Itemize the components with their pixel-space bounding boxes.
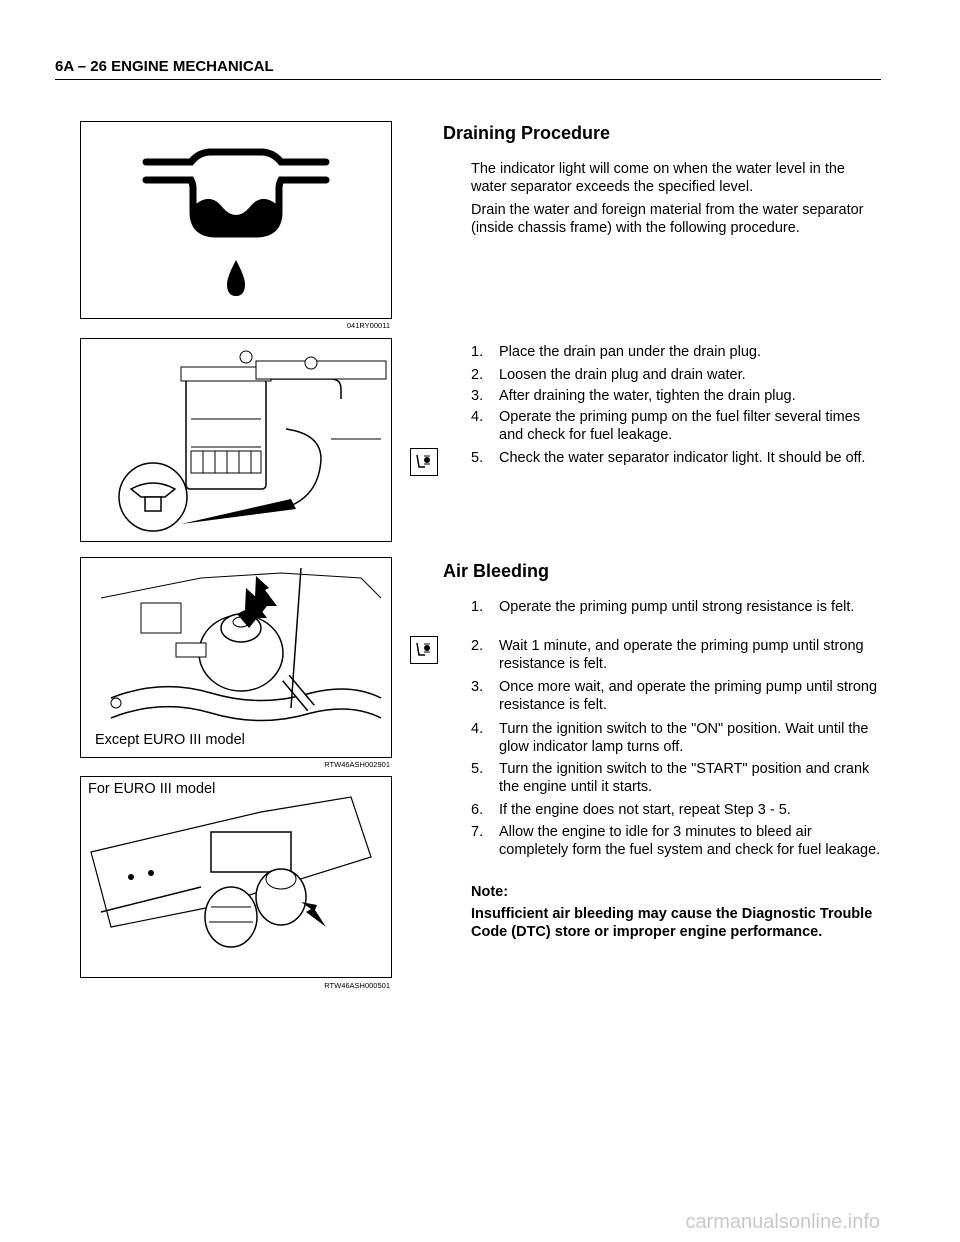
figure-code: RTW46ASH002901 [324,760,390,769]
drain-plug-drawing [81,339,391,541]
draining-paragraph-1: The indicator light will come on when the water level in the water separator exceeds the specified level. [471,161,845,195]
step-text: If the engine does not start, repeat Step 3 - 5. [499,802,791,818]
step-text: Place the drain pan under the drain plug. [499,344,761,360]
step-number: 5. [471,450,484,466]
step-number: 1. [471,344,484,360]
step-number: 6. [471,802,484,818]
euro3-filter-drawing [81,777,391,977]
step-number: 4. [471,721,484,737]
step-text: Loosen the drain plug and drain water. [499,367,746,383]
note-text: Insufficient air bleeding may cause the Diagnostic Trouble Code (DTC) store or improper engine performance. [471,906,873,940]
step-text: Turn the ignition switch to the "START" position and crank the engine until it starts. [499,761,870,795]
draining-paragraph-2: Drain the water and foreign material from the water separator (inside chassis frame) with the following procedure. [471,202,864,236]
step-text: Operate the priming pump until strong resistance is felt. [499,599,855,615]
figure-code: RTW46ASH000501 [324,981,390,990]
step-number: 4. [471,409,484,425]
step-text: Turn the ignition switch to the "ON" position. Wait until the glow indicator lamp turns off. [499,721,869,755]
section-title-draining: Draining Procedure [443,123,611,143]
step-number: 2. [471,367,484,383]
watermark: carmanualsonline.info [685,1211,880,1233]
figure-drain-plug [80,338,392,542]
step-number: 1. [471,599,484,615]
step-text: Allow the engine to idle for 3 minutes to bleed air completely form the fuel system and check for fuel leakage. [499,824,881,858]
step-number: 7. [471,824,484,840]
section-title-air-bleeding: Air Bleeding [443,561,550,581]
step-number: 2. [471,638,484,654]
figure-euro3 [80,776,392,978]
note-label: Note: [471,884,509,900]
step-number: 5. [471,761,484,777]
page-header: 6A – 26 ENGINE MECHANICAL [55,58,274,75]
step-text: Check the water separator indicator light. It should be off. [499,450,866,466]
header-rule [55,79,881,80]
figure-code: 041RY00011 [346,321,390,330]
step-text: After draining the water, tighten the drain plug. [499,388,796,404]
figure-caption-except-euro3: Except EURO III model [95,732,245,748]
check-procedure-icon [410,636,438,664]
water-separator-drawing [81,122,391,318]
step-number: 3. [471,388,484,404]
figure-except-euro3 [80,557,392,758]
figure-caption-euro3: For EURO III model [88,781,216,797]
check-procedure-icon [410,448,438,476]
figure-water-separator [80,121,392,319]
step-number: 3. [471,679,484,695]
priming-pump-drawing [81,558,391,757]
step-text: Once more wait, and operate the priming pump until strong resistance is felt. [499,679,878,713]
step-text: Wait 1 minute, and operate the priming pump until strong resistance is felt. [499,638,864,672]
step-text: Operate the priming pump on the fuel filter several times and check for fuel leakage. [499,409,861,443]
